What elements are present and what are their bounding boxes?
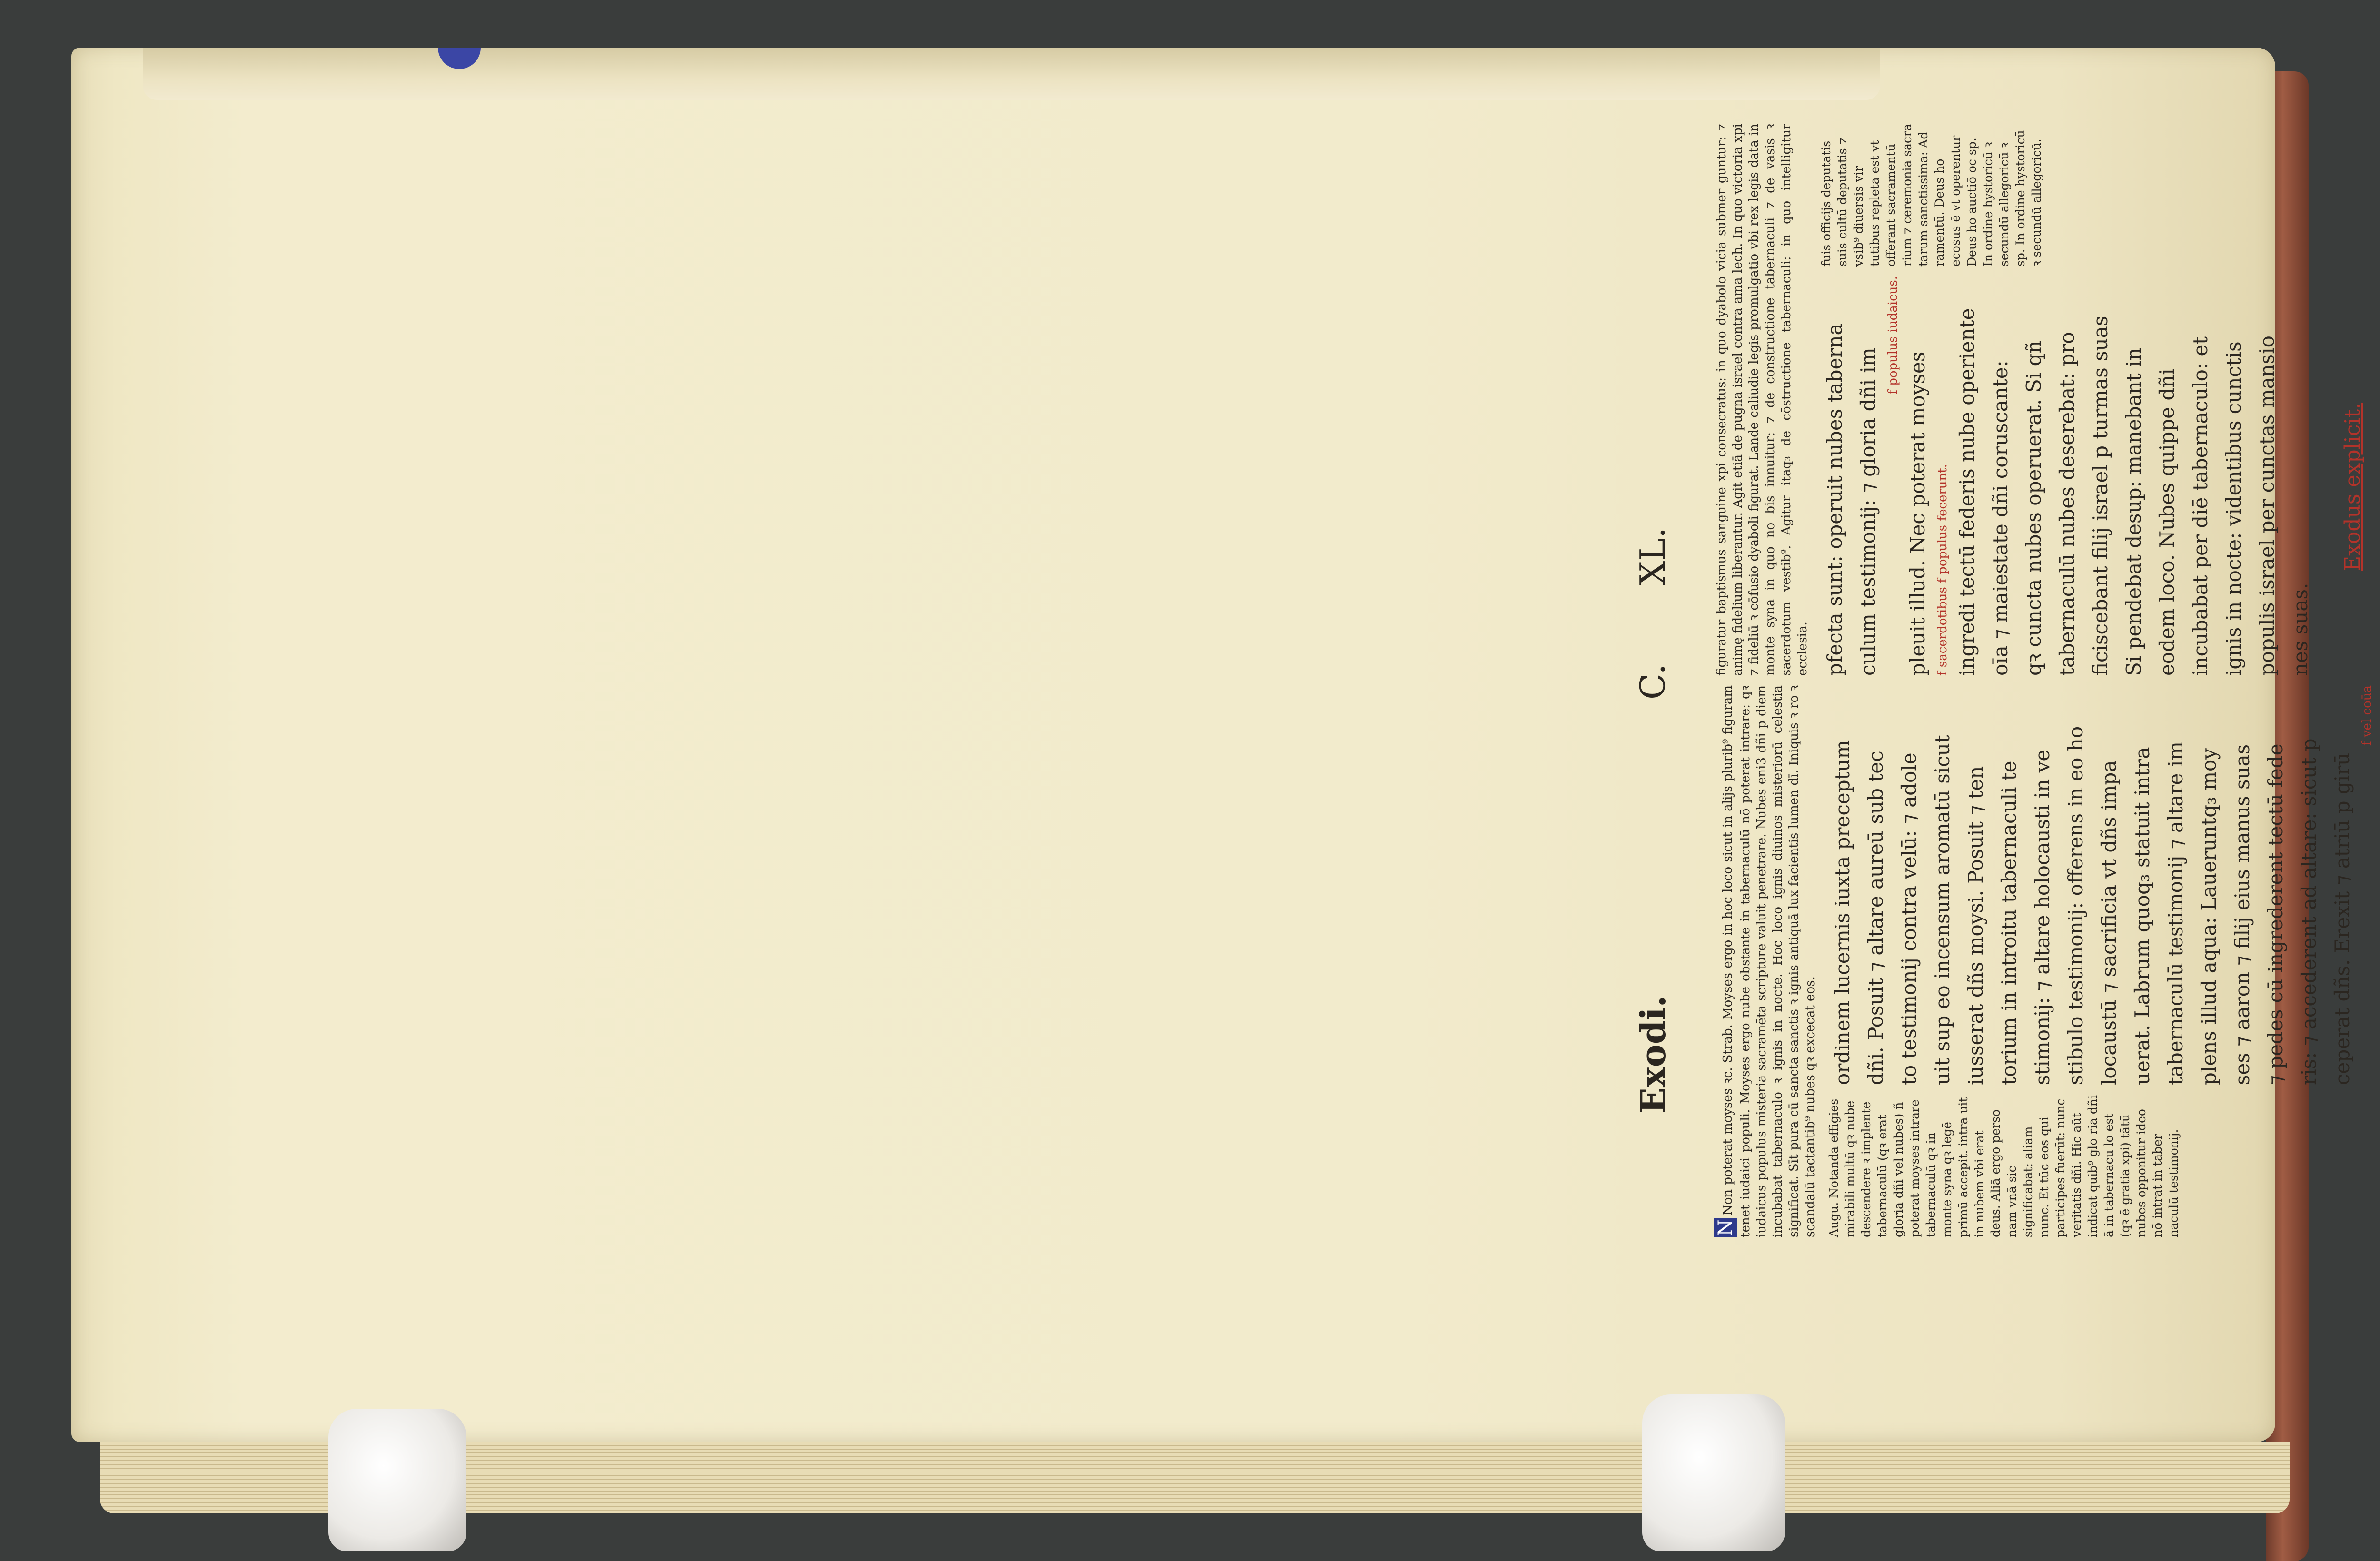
text-line: tabernaculū testimonij ⁊ altare im (2164, 741, 2187, 1085)
text-line: oīa ⁊ maiestate dñi coruscante: (1989, 360, 2012, 676)
text-line: dñi. Posuit ⁊ altare aureū sub tec (1864, 751, 1887, 1085)
book-title: Exodi. (1633, 995, 1673, 1114)
text-line: ficiscebant filij israel p turmas suas (2089, 316, 2112, 676)
text-line: qꝛ cuncta nubes operuerat. Si qñ (2022, 340, 2045, 676)
gloss-intro-text: Non poterat moyses ꝛc. Strab. Moyses ergo in hoc loco sicut in alijs plurib⁹ figuram tenet iudaici populi. Moyses ergo nube obstante in tabernaculū nō poterat intrare: qꝛ iudaicus populus misteria sacramēta scripture valuit penetrare. Nubes eni3 dñi p diem incubabat tabernaculo ꝛ ignis in nocte. Hoc loco ignis diuinos misteriorū celestia significat. Sīt pura cū sancta sanctis ꝛ ignis antiquā lux facientis lumen dī. Iniquis ꝛ ro ꝛ scandalū tactantib⁹ nubes qꝛ excecat eos. (1721, 685, 1817, 1237)
text-line: ris: ⁊ accederent ad altare: sicut p (2297, 738, 2320, 1085)
marginal-gloss-right: fuis officijs deputatis suis cultū deputatis ⁊ vsib⁹ diuersis vir tutibus repleta est vt offerant sacramentū rium ⁊ ceremonia sacra tarum sanctissima: Ad ramentū. Deus ho ecosus ē vt operentur Deus ho auctiō oc sp. In ordine hystoricū ꝛ secundū allegoricū ꝛ sp. In ordine hystoricū ꝛ secundū allegoricū. (1819, 124, 2043, 267)
interlinear-note: f sacerdotibus f populus fecerunt. (1935, 464, 1950, 676)
text-line: incubabat per diē tabernaculo: et (2189, 336, 2212, 676)
interlinear-note: f populus iudaicus. (1886, 276, 1900, 395)
running-header (1623, 143, 1695, 1237)
text-line: to testimonij contra velū: ⁊ adole (1897, 752, 1921, 1085)
text-line: iusserat dñs moysi. Posuit ⁊ ten (1964, 766, 1987, 1085)
initial-letter: N (1714, 1218, 1737, 1237)
gloss-with-text (1826, 685, 2380, 1237)
text-line: populis israel per cunctas mansio (2255, 336, 2279, 676)
text-line: torium in introitu tabernaculi te (1997, 761, 2021, 1085)
text-line: ceperat dñs. Erexit ⁊ atriū p girū (2330, 752, 2354, 1085)
chapter-number: XL. (1633, 527, 1673, 585)
text-line: culum testimonij: ⁊ gloria dñi im (1856, 347, 1880, 676)
text-line: stibulo testimonij: offerens in eo ho (2064, 726, 2087, 1085)
gloss-intro (1714, 685, 1818, 1237)
illuminated-initial-fragment (438, 48, 481, 69)
page-text-block (1623, 124, 2380, 1237)
main-text-left (1826, 685, 2380, 1085)
white-glove-left (328, 1409, 466, 1551)
text-line: ingredi tectū federis nube operiente (1955, 308, 1979, 676)
text-line: pfecta sunt: operuit nubes taberna (1823, 323, 1846, 676)
text-line: ordinem lucernis iuxta preceptum (1831, 740, 1854, 1085)
text-line: ignis in nocte: videntibus cunctis (2222, 341, 2245, 676)
text-line: uerat. Labrum quoq₃ statuit intra (2131, 747, 2154, 1085)
text-with-gloss (1818, 124, 2370, 676)
marginal-gloss: Augu. Notanda effigies mirabili multū qꝛ nube descendere ꝛ implente tabernaculū (qꝛ erat gloria dñi vel nubes) ñ poterat moyses intrare tabernaculū qꝛ in monte syna qꝛ legē primū accepit. intra uit in nubem vbi erat deus. Aliā ergo perso nam vnā sic significabat: aliam nunc. Et tūc eos qui participes fuerūt: nunc veritatis dñi. Hic aūt indicat quib⁹ glo ria dñi ā in tabernacu lo est (qꝛ ē gratia xpi) tātū nubes opponitur ideo nō intrat in taber naculū testimonij. (1827, 1095, 2181, 1237)
text-line: eodem loco. Nubes quippe dñi (2155, 368, 2179, 676)
text-line: ses ⁊ aaron ⁊ filij eius manus suas (2231, 744, 2254, 1085)
left-column (1714, 685, 2380, 1237)
explicit-rubric: Exodus explicit. (2340, 402, 2365, 571)
interlinear-note: f vel coūa (2360, 685, 2374, 746)
right-column (1714, 124, 2380, 676)
white-glove-right (1642, 1394, 1785, 1551)
text-line: uit sup eo incensum aromatū sicut (1931, 735, 1954, 1085)
text-line: stimonij: ⁊ altare holocausti in ve (2031, 749, 2054, 1085)
text-line: locaustū ⁊ sacrificia vt dñs impa (2097, 760, 2121, 1085)
main-text-right (1818, 276, 2370, 676)
text-line: plens illud aqua: Laueruntq₃ moy (2197, 748, 2221, 1085)
text-line: Si pendebat desup: manebant in (2122, 347, 2145, 676)
text-line: nes suas. (2289, 583, 2312, 676)
text-line: pleuit illud. Nec poterat moyses (1906, 351, 1929, 676)
top-gloss-right: figuratur baptismus sanguine xpi consecratus: in quo dyabolo vicia submer guntur: ⁊ animę fidelium liberantur. Agit etiā de pugna israel contra ama lech. In quo victoria xpi ⁊ fideliū ꝛ cōfusio dyaboli figurat. Lande caliudie legis promulgatio vbi rex legis data in monte syna in quo no bis innuitur: ⁊ de constructione tabernaculi ⁊ de vasis ꝛ sacerdotum vestib⁹. Agitur itaq₃ de cōstructione tabernaculi: in quo intelligitur ecclesia. (1715, 124, 1810, 676)
text-line: tabernaculū nubes deserebat: pro (2055, 332, 2079, 676)
facing-leaf (143, 48, 1880, 100)
text-line (2375, 685, 2380, 1085)
chapter-prefix: C. (1633, 663, 1673, 700)
text-line: ⁊ pedes cū ingrederent tectū fede (2264, 743, 2287, 1085)
